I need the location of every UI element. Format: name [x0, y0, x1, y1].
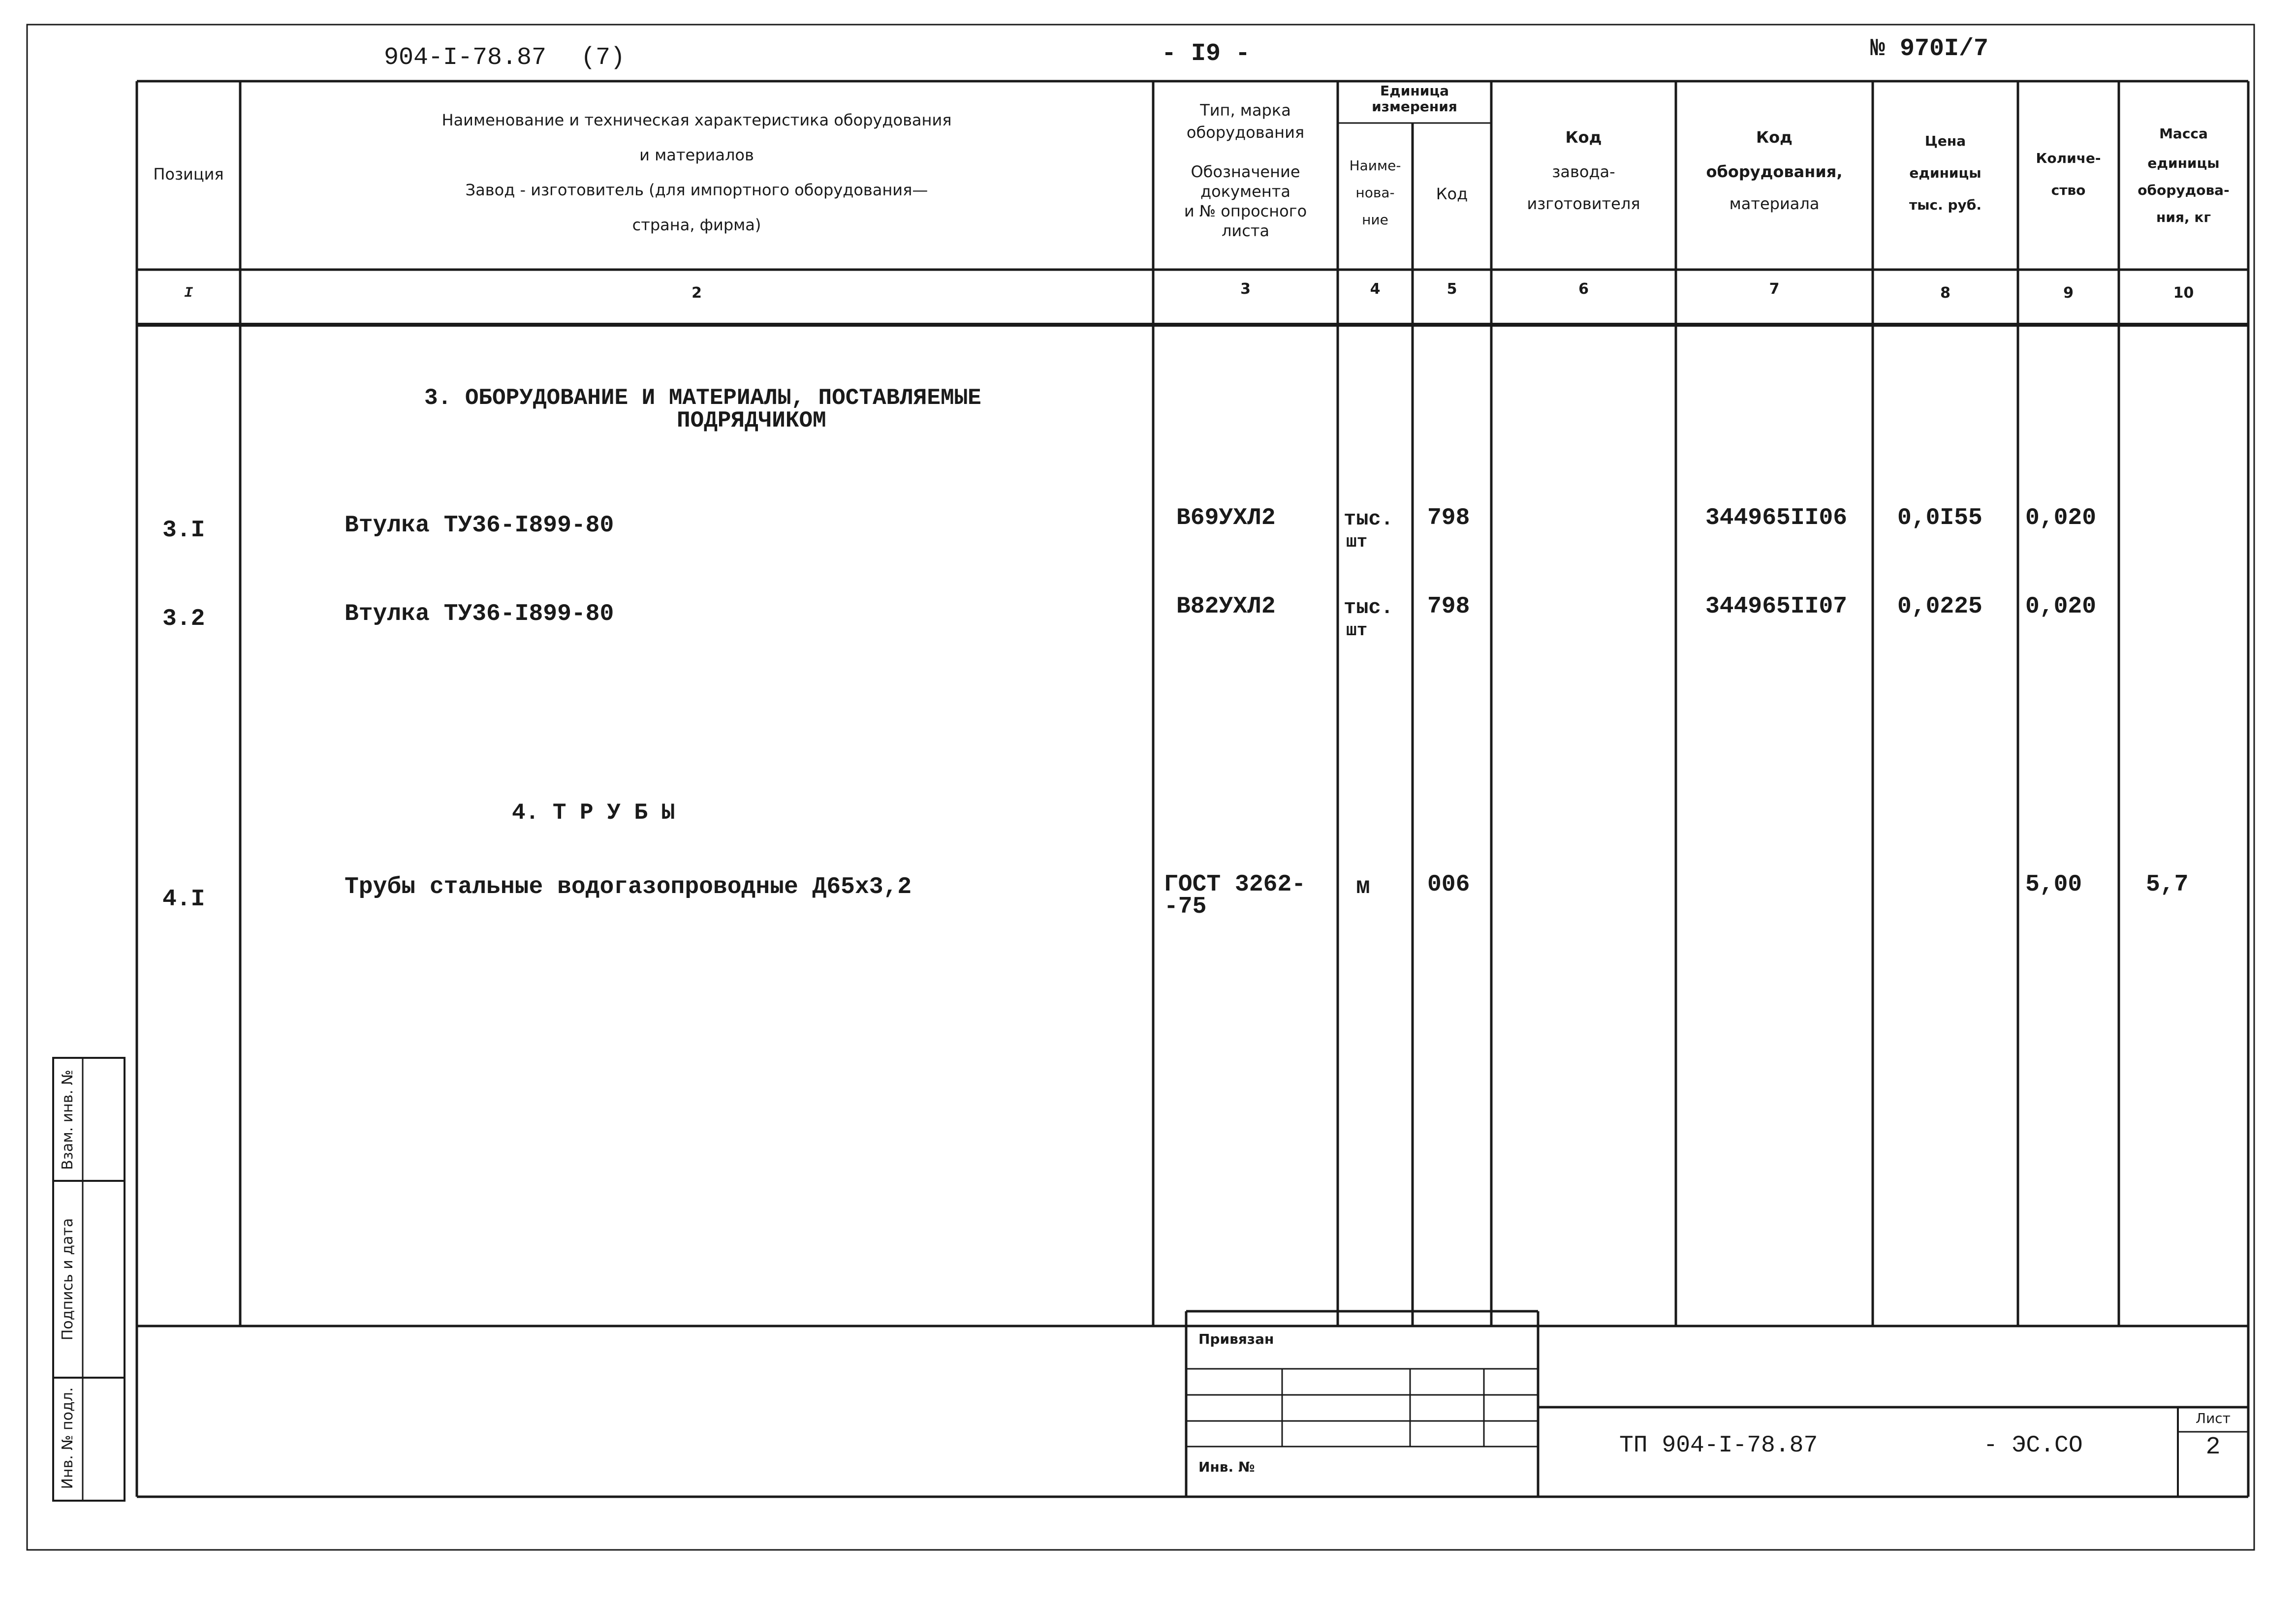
header-price-line1: Цена [1924, 133, 1966, 149]
col-number: 6 [1578, 280, 1589, 298]
row-type-line2: -75 [1164, 894, 1207, 920]
header-qty-line2: ство [2051, 182, 2086, 198]
header-name-line4: страна, фирма) [632, 216, 761, 234]
col-number: I [184, 285, 193, 302]
header-price-line3: тыс. руб. [1909, 197, 1981, 213]
header-factory-code-line2: завода- [1552, 162, 1615, 181]
col-number: 9 [2063, 284, 2074, 302]
header-name-line3: Завод - изготовитель (для импортного оборудования— [465, 181, 928, 199]
header-type-line3: Обозначение [1191, 162, 1300, 181]
header-factory-code-line3: изготовителя [1527, 194, 1640, 213]
row-unit-name-2: шт [1346, 532, 1368, 552]
header-equip-code-line3: материала [1729, 194, 1820, 213]
header-mass-line3: оборудова- [2138, 182, 2230, 198]
archive-number: № 970I/7 [1870, 35, 1989, 63]
stamp-inv-original: Инв. № подл. [59, 1387, 76, 1489]
row-position: 3.I [162, 517, 205, 544]
row-name: Втулка ТУ36-I899-80 [345, 512, 614, 539]
row-unit-name: тыс. [1344, 507, 1393, 531]
section-3-title-line2: ПОДРЯДЧИКОМ [677, 408, 826, 433]
footer-attached: Привязан [1198, 1331, 1274, 1347]
header-name-line1: Наименование и техническая характеристика оборудования [441, 111, 952, 129]
doc-part: (7) [581, 44, 626, 72]
footer-sheet-number: 2 [2205, 1433, 2221, 1461]
col-number: 8 [1940, 284, 1950, 302]
row-type: В69УХЛ2 [1176, 505, 1276, 531]
header-position: Позиция [153, 165, 224, 184]
footer-suffix: - ЭС.СО [1983, 1432, 2083, 1459]
row-position: 3.2 [162, 606, 205, 632]
header-type-line5: и № опросного [1184, 202, 1307, 220]
header-qty-line1: Количе- [2036, 150, 2101, 166]
col-number: 2 [692, 284, 702, 302]
header-equip-code-line1: Код [1756, 128, 1793, 147]
header-unit-line2: измерения [1372, 98, 1457, 115]
header-mass-line4: ния, кг [2156, 209, 2211, 225]
header-type-line1: Тип, марка [1200, 101, 1291, 120]
header-price-line2: единицы [1909, 165, 1981, 181]
footer-sheet-label: Лист [2196, 1410, 2231, 1426]
header-type-line4: документа [1200, 182, 1290, 201]
col-number: 5 [1447, 280, 1457, 298]
col-number: 3 [1240, 280, 1251, 298]
row-mass: 5,7 [2146, 871, 2189, 898]
header-unit-name-line2: нова- [1355, 185, 1395, 201]
row-unit-code: 798 [1427, 505, 1470, 531]
header-mass-line1: Масса [2159, 125, 2208, 142]
header-name-line2: и материалов [639, 146, 754, 164]
row-quantity: 0,020 [2025, 505, 2097, 531]
row-unit-name-2: шт [1346, 620, 1368, 641]
footer-inv-number: Инв. № [1198, 1459, 1255, 1475]
stamp-sign-date: Подпись и дата [59, 1218, 76, 1341]
section-3-title-line1: 3. ОБОРУДОВАНИЕ И МАТЕРИАЛЫ, ПОСТАВЛЯЕМЫЕ [424, 385, 981, 411]
header-type-line2: оборудования [1186, 123, 1305, 142]
row-unit-code: 798 [1427, 593, 1470, 620]
stamp-inv-replace: Взам. инв. № [59, 1070, 76, 1170]
header-unit-name-line1: Наиме- [1349, 157, 1401, 174]
row-name: Втулка ТУ36-I899-80 [345, 601, 614, 627]
page-number: - I9 - [1162, 40, 1251, 68]
row-price: 0,0225 [1897, 593, 1982, 620]
col-number: 4 [1370, 280, 1381, 298]
header-unit-line1: Единица [1380, 83, 1449, 99]
col-number: 10 [2173, 284, 2194, 302]
header-mass-line2: единицы [2147, 155, 2220, 171]
row-quantity: 5,00 [2025, 871, 2082, 898]
row-equip-code: 344965II06 [1705, 505, 1848, 531]
row-equip-code: 344965II07 [1705, 593, 1848, 620]
header-unit-name-line3: ние [1362, 212, 1388, 228]
row-type: ГОСТ 3262- [1164, 871, 1306, 898]
doc-code: 904-I-78.87 [384, 44, 547, 72]
row-name: Трубы стальные водогазопроводные Д65х3,2 [345, 874, 912, 900]
row-position: 4.I [162, 886, 205, 913]
row-unit-name: тыс. [1344, 596, 1393, 619]
row-type: В82УХЛ2 [1176, 593, 1276, 620]
row-unit-code: 006 [1427, 871, 1470, 898]
header-type-line6: листа [1221, 221, 1270, 240]
footer-designation: ТП 904-I-78.87 [1619, 1432, 1818, 1459]
section-4-title: 4. Т Р У Б Ы [512, 800, 675, 826]
row-price: 0,0I55 [1897, 505, 1982, 531]
col-number: 7 [1769, 280, 1780, 298]
header-unit-code: Код [1436, 185, 1468, 203]
header-factory-code-line1: Код [1565, 128, 1602, 147]
header-equip-code-line2: оборудования, [1706, 162, 1843, 181]
row-unit-name: м [1356, 874, 1370, 900]
row-quantity: 0,020 [2025, 593, 2097, 620]
